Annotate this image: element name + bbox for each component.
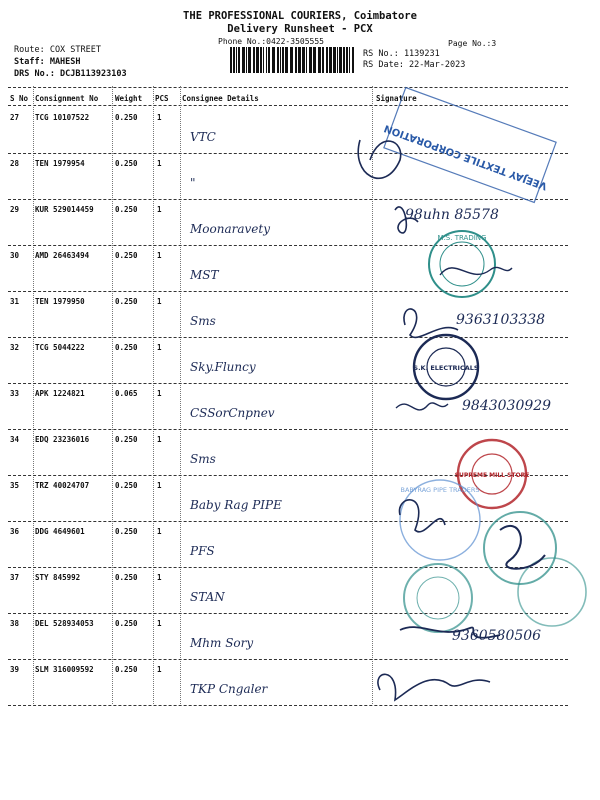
row-consignment: KUR 529014459 <box>35 205 94 214</box>
staff-label: Staff: MAHESH <box>14 57 81 67</box>
row-pcs: 1 <box>157 619 162 628</box>
row-pcs: 1 <box>157 343 162 352</box>
row-consignment: TRZ 40024707 <box>35 481 90 490</box>
row-pcs: 1 <box>157 573 162 582</box>
row-pcs: 1 <box>157 481 162 490</box>
signature-phone: 9360580506 <box>452 628 542 644</box>
row-consignment: AMD 26463494 <box>35 251 90 260</box>
company-name: THE PROFESSIONAL COURIERS, Coimbatore <box>183 10 417 22</box>
signature-phone: 9843030929 <box>462 398 552 414</box>
row-consignee: PFS <box>190 544 215 558</box>
row-consignee: Sms <box>190 314 216 328</box>
babyrag-stamp <box>400 480 480 560</box>
col-consignee: Consignee Details <box>182 94 259 103</box>
row-consignee: MST <box>190 268 219 282</box>
signature-phone: 9363103338 <box>456 312 546 328</box>
row-weight: 0.250 <box>115 251 138 260</box>
signature-scrawl <box>378 674 490 700</box>
signature-phone: 98uhn 85578 <box>405 207 499 223</box>
row-consignment: TEN 1979954 <box>35 159 85 168</box>
row-weight: 0.250 <box>115 573 138 582</box>
row-weight: 0.250 <box>115 665 138 674</box>
drs-number: DRS No.: DCJB113923103 <box>14 69 127 79</box>
col-weight: Weight <box>115 94 143 103</box>
phone-number: Phone No.:0422-3505555 <box>218 37 324 46</box>
row-consignee: CSSorCnpnev <box>190 406 275 420</box>
row-weight: 0.250 <box>115 619 138 628</box>
round-stamp-inner <box>417 577 459 619</box>
ms-trading-stamp <box>429 231 495 297</box>
sheet-title: Delivery Runsheet - PCX <box>227 23 373 35</box>
row-sno: 35 <box>10 481 20 490</box>
veejay-stamp-text: VEEJAY TEXTILE CORPORATION <box>382 122 549 192</box>
row-pcs: 1 <box>157 435 162 444</box>
row-pcs: 1 <box>157 297 162 306</box>
row-sno: 31 <box>10 297 20 306</box>
page-number: Page No.:3 <box>448 39 497 48</box>
row-weight: 0.250 <box>115 297 138 306</box>
row-sno: 27 <box>10 113 20 122</box>
row-consignment: EDQ 23236016 <box>35 435 90 444</box>
row-consignee: Mhm Sory <box>190 636 254 650</box>
row-weight: 0.065 <box>115 389 138 398</box>
row-consignee: Sky.Fluncy <box>190 360 256 374</box>
row-consignee: Baby Rag PIPE <box>190 498 282 512</box>
row-sno: 28 <box>10 159 20 168</box>
sk-electricals-stamp <box>413 335 479 399</box>
row-sno: 37 <box>10 573 20 582</box>
col-consignment: Consignment No <box>35 94 99 103</box>
row-weight: 0.250 <box>115 205 138 214</box>
row-weight: 0.250 <box>115 159 138 168</box>
signature-scrawl <box>400 500 445 532</box>
ms-trading-stamp-text: M.S. TRADING <box>437 234 487 242</box>
supreme-stamp-text: SUPREME MILL STORE <box>454 472 530 479</box>
row-pcs: 1 <box>157 389 162 398</box>
row-consignee: STAN <box>190 590 225 604</box>
row-weight: 0.250 <box>115 481 138 490</box>
row-consignment: APK 1224821 <box>35 389 85 398</box>
row-sno: 30 <box>10 251 20 260</box>
row-consignee: TKP Cngaler <box>190 682 268 696</box>
round-stamp <box>518 558 586 626</box>
col-signature: Signature <box>376 94 417 103</box>
row-weight: 0.250 <box>115 113 138 122</box>
row-consignee: Sms <box>190 452 216 466</box>
signature-scrawl <box>404 309 458 337</box>
row-weight: 0.250 <box>115 527 138 536</box>
row-pcs: 1 <box>157 113 162 122</box>
signature-scrawl <box>358 140 400 178</box>
signature-scrawl <box>396 403 448 410</box>
row-pcs: 1 <box>157 205 162 214</box>
row-pcs: 1 <box>157 159 162 168</box>
row-pcs: 1 <box>157 527 162 536</box>
signature-scrawl <box>500 526 545 569</box>
rs-date: RS Date: 22-Mar-2023 <box>363 60 466 70</box>
row-weight: 0.250 <box>115 435 138 444</box>
row-sno: 39 <box>10 665 20 674</box>
row-sno: 34 <box>10 435 20 444</box>
row-consignment: TEN 1979950 <box>35 297 85 306</box>
row-sno: 29 <box>10 205 20 214</box>
signature-scrawl <box>440 267 512 275</box>
row-consignment: TCG 10107522 <box>35 113 90 122</box>
route-label: Route: COX STREET <box>14 45 101 55</box>
row-sno: 38 <box>10 619 20 628</box>
col-sno: S No <box>10 94 29 103</box>
row-sno: 32 <box>10 343 20 352</box>
row-consignment: STY 845992 <box>35 573 81 582</box>
sk-electricals-stamp-text: S.K. ELECTRICALS <box>413 364 479 372</box>
row-consignment: TCG 5044222 <box>35 343 85 352</box>
row-weight: 0.250 <box>115 343 138 352</box>
rs-number: RS No.: 1139231 <box>363 49 440 59</box>
row-consignment: DEL 528934053 <box>35 619 94 628</box>
col-pcs: PCS <box>155 94 169 103</box>
row-consignee: " <box>190 176 196 190</box>
row-pcs: 1 <box>157 665 162 674</box>
row-consignee: Moonaravety <box>190 222 270 236</box>
row-sno: 33 <box>10 389 20 398</box>
row-consignment: SLM 316009592 <box>35 665 94 674</box>
row-pcs: 1 <box>157 251 162 260</box>
veejay-stamp <box>378 85 562 204</box>
row-sno: 36 <box>10 527 20 536</box>
row-consignee: VTC <box>190 130 216 144</box>
babyrag-stamp-text: BABYRAG PIPE TRADERS <box>400 486 480 494</box>
row-consignment: DDG 4649601 <box>35 527 85 536</box>
supreme-stamp <box>455 440 530 508</box>
round-stamp <box>404 564 472 632</box>
